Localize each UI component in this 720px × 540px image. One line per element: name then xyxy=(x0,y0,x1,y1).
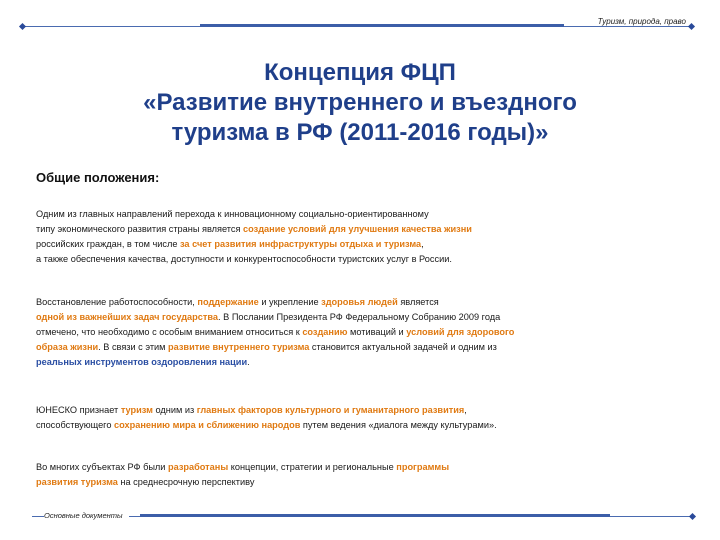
highlighted-text: условий для здорового xyxy=(406,327,515,337)
text-run: становится актуальной задачей и одним из xyxy=(309,342,497,352)
highlighted-text: программы xyxy=(396,462,450,472)
paragraph-line xyxy=(36,295,686,310)
paragraph xyxy=(36,403,686,433)
paragraph-line xyxy=(36,403,686,418)
text-run: является xyxy=(397,297,439,307)
paragraph-line xyxy=(36,340,686,355)
paragraph-line xyxy=(36,460,686,475)
text-run: , xyxy=(464,405,467,415)
highlighted-text: сохранению мира и сближению народов xyxy=(114,420,301,430)
text-run: российских граждан, в том числе xyxy=(36,239,180,249)
highlighted-text: за счет развития инфраструктуры отдыха и туризма xyxy=(179,239,422,249)
text-run: Во многих субъектах РФ были xyxy=(36,462,168,472)
top-rule-accent xyxy=(200,24,564,27)
text-run: путем ведения «диалога между культурами». xyxy=(300,420,497,430)
highlighted-text: одной из важнейших задач государства xyxy=(36,312,219,322)
highlighted-text: разработаны xyxy=(167,462,229,472)
diamond-icon xyxy=(19,23,26,30)
title-line: Концепция ФЦП xyxy=(264,59,456,86)
paragraph-line xyxy=(36,475,686,490)
highlighted-text: здоровья людей xyxy=(321,297,398,307)
slide-title xyxy=(40,58,680,148)
paragraph xyxy=(36,295,686,370)
paragraph-line xyxy=(36,310,686,325)
paragraph-line xyxy=(36,222,686,237)
paragraph-line xyxy=(36,355,686,370)
highlighted-text: образа жизни xyxy=(36,342,99,352)
text-run: а также обеспечения качества, доступности и конкурентоспособности туристских услуг в России. xyxy=(36,254,452,264)
highlighted-text: главных факторов культурного и гуманитарного развития xyxy=(196,405,465,415)
highlighted-text: создание условий для улучшения качества жизни xyxy=(243,224,472,234)
paragraph-line xyxy=(36,207,686,222)
title-line: «Развитие внутреннего и въездного xyxy=(143,89,577,116)
highlighted-text: реальных инструментов оздоровления нации xyxy=(36,357,248,367)
highlighted-text: туризм xyxy=(120,405,153,415)
text-run: . xyxy=(247,357,250,367)
highlighted-text: поддержание xyxy=(197,297,259,307)
paragraph xyxy=(36,207,686,267)
paragraph xyxy=(36,460,686,490)
diamond-icon xyxy=(688,23,695,30)
paragraph-line xyxy=(36,418,686,433)
footer-note: Основные документы xyxy=(44,511,129,520)
text-run: мотиваций и xyxy=(347,327,407,337)
paragraph-line xyxy=(36,252,686,267)
paragraph-line xyxy=(36,325,686,340)
text-run: отмечено, что необходимо с особым вниманием относиться к xyxy=(36,327,303,337)
paragraph-line xyxy=(36,237,686,252)
text-run: одним из xyxy=(152,405,197,415)
text-run: типу экономического развития страны является xyxy=(36,224,244,234)
highlighted-text: созданию xyxy=(302,327,348,337)
text-run: . В Послании Президента РФ Федеральному Собранию 2009 года xyxy=(218,312,501,322)
text-run: концепции, стратегии и региональные xyxy=(228,462,397,472)
text-run: Одним из главных направлений перехода к инновационному социально-ориентированному xyxy=(36,209,429,219)
highlighted-text: развития туризма xyxy=(36,477,118,487)
highlighted-text: развитие внутреннего туризма xyxy=(168,342,310,352)
bottom-rule-accent xyxy=(140,514,610,517)
text-run: на среднесрочную перспективу xyxy=(117,477,255,487)
section-heading: Общие положения: xyxy=(36,170,160,185)
text-run: и укрепление xyxy=(258,297,322,307)
header-note: Туризм, природа, право xyxy=(597,17,686,26)
text-run: ЮНЕСКО признает xyxy=(36,405,121,415)
text-run: , xyxy=(421,239,424,249)
diamond-icon xyxy=(689,513,696,520)
text-run: способствующего xyxy=(36,420,114,430)
text-run: Восстановление работоспособности, xyxy=(36,297,198,307)
title-line: туризма в РФ (2011-2016 годы)» xyxy=(171,119,549,146)
text-run: . В связи с этим xyxy=(98,342,169,352)
